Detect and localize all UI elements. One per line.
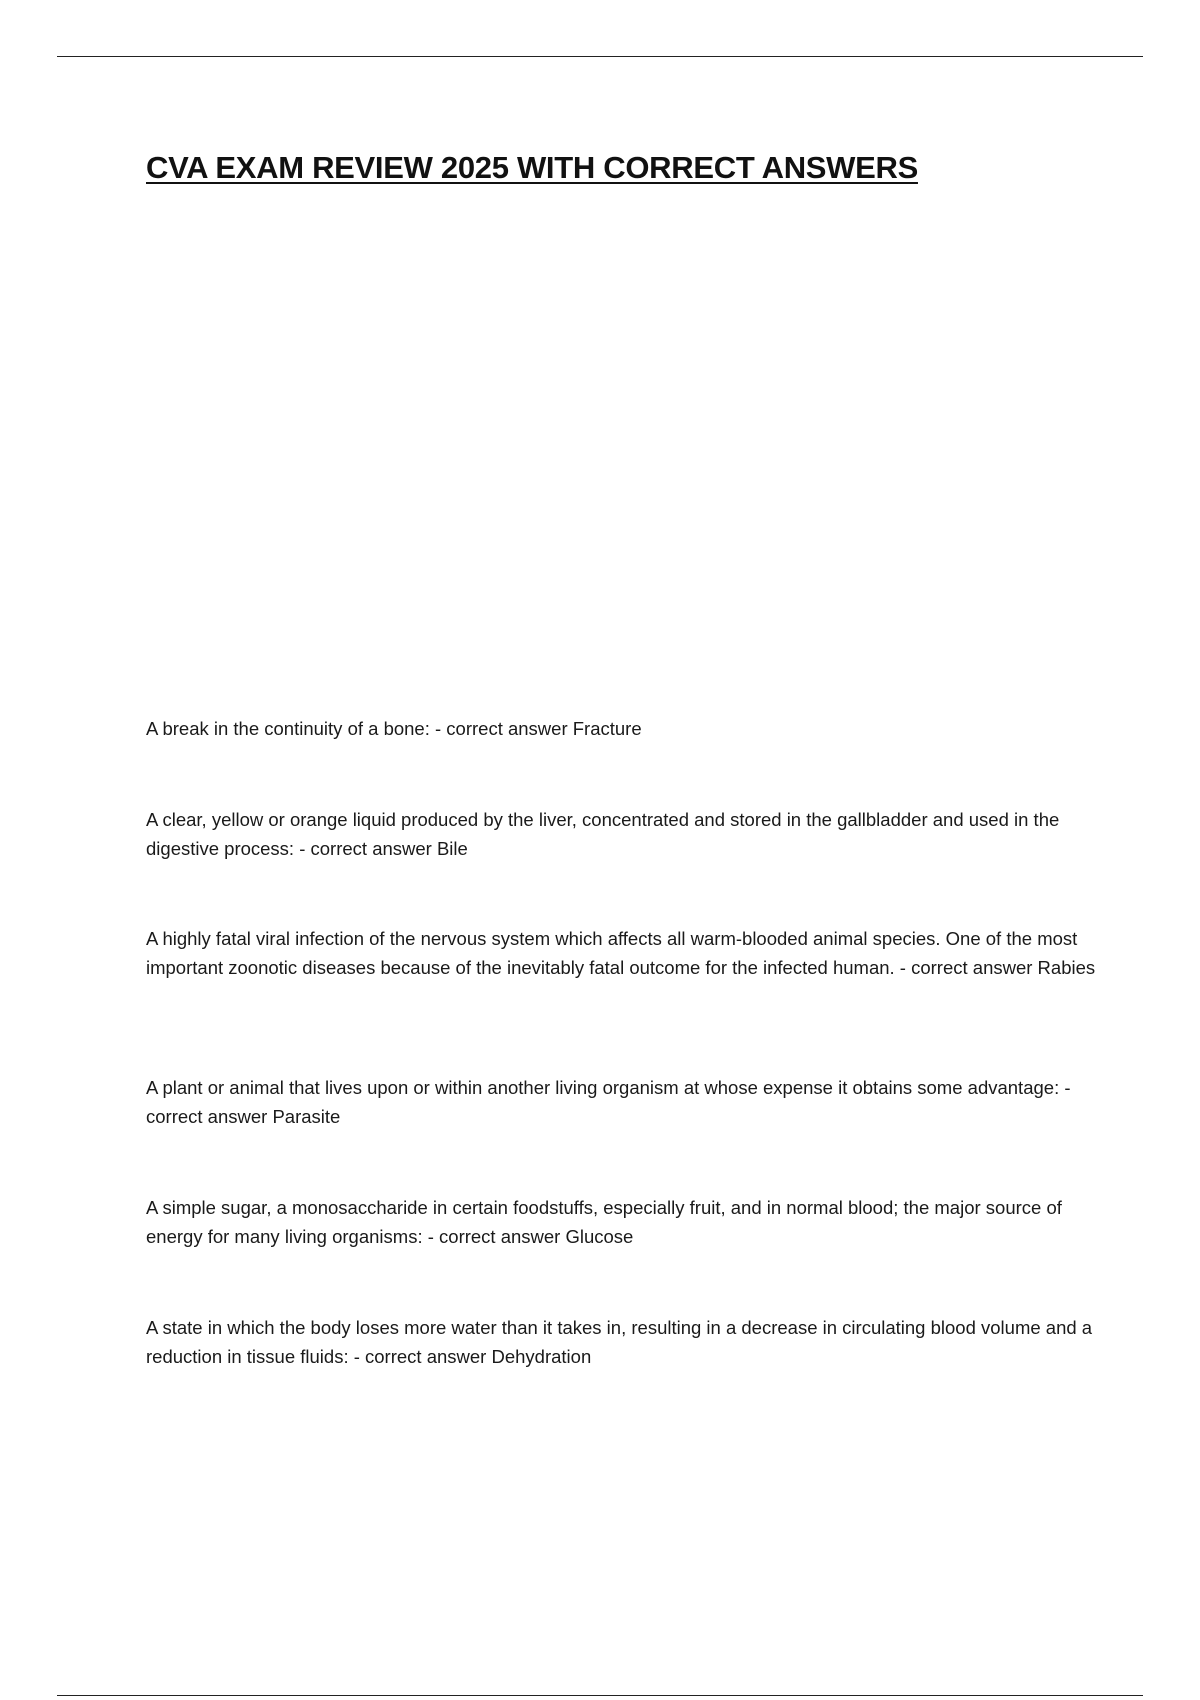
top-divider (57, 56, 1143, 57)
bottom-divider (57, 1695, 1143, 1696)
qa-entry-rabies: A highly fatal viral infection of the nervous system which affects all warm-blooded animal species. One of the most important zoonotic diseases because of the inevitably fatal outcome for the infected human. - correct answer Rabies (146, 928, 1096, 978)
qa-entry-fracture: A break in the continuity of a bone: - correct answer Fracture (146, 718, 642, 739)
qa-entry-glucose: A simple sugar, a monosaccharide in certain foodstuffs, especially fruit, and in normal blood; the major source of energy for many living organisms: - correct answer Glucose (146, 1197, 1062, 1247)
qa-entry-bile: A clear, yellow or orange liquid produced by the liver, concentrated and stored in the gallbladder and used in the digestive process: - correct answer Bile (146, 809, 1060, 859)
qa-entry-dehydration: A state in which the body loses more water than it takes in, resulting in a decrease in circulating blood volume and a reduction in tissue fluids: - correct answer Dehydration (146, 1317, 1093, 1367)
qa-entry-parasite: A plant or animal that lives upon or within another living organism at whose expense it obtains some advantage: - correct answer Parasite (146, 1077, 1071, 1127)
document-title: CVA EXAM REVIEW 2025 WITH CORRECT ANSWERS (146, 150, 918, 185)
